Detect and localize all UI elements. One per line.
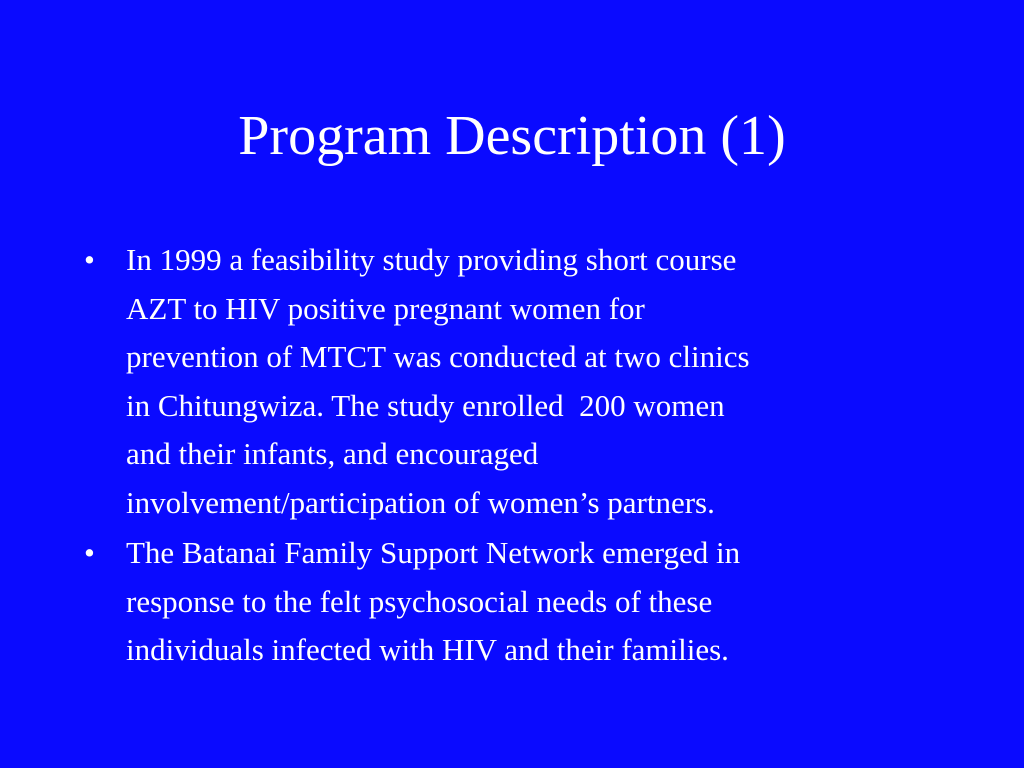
- bullet-line: The Batanai Family Support Network emerged in: [126, 535, 741, 570]
- bullet-item: [84, 236, 944, 527]
- bullet-item: [84, 529, 944, 675]
- bullet-line: in Chitungwiza. The study enrolled 200 women: [126, 387, 725, 423]
- bullet-list: [84, 236, 944, 677]
- bullet-marker: •: [84, 242, 95, 277]
- bullet-line: response to the felt psychosocial needs of these: [126, 583, 713, 619]
- bullet-line: involvement/participation of women’s partners.: [126, 484, 715, 520]
- bullet-line: In 1999 a feasibility study providing short course: [126, 242, 737, 277]
- bullet-line: individuals infected with HIV and their families.: [126, 632, 729, 667]
- bullet-text: [126, 242, 750, 520]
- bullet-line: AZT to HIV positive pregnant women for: [126, 290, 645, 326]
- bullet-text: [126, 535, 740, 667]
- bullet-marker: •: [84, 535, 95, 570]
- slide-title: [0, 100, 1024, 172]
- slide-title-close: ): [767, 105, 786, 167]
- bullet-line: and their infants, and encouraged: [126, 436, 539, 471]
- bullet-line: prevention of MTCT was conducted at two clinics: [126, 339, 750, 374]
- slide-title-main: Program Description (1: [238, 105, 768, 167]
